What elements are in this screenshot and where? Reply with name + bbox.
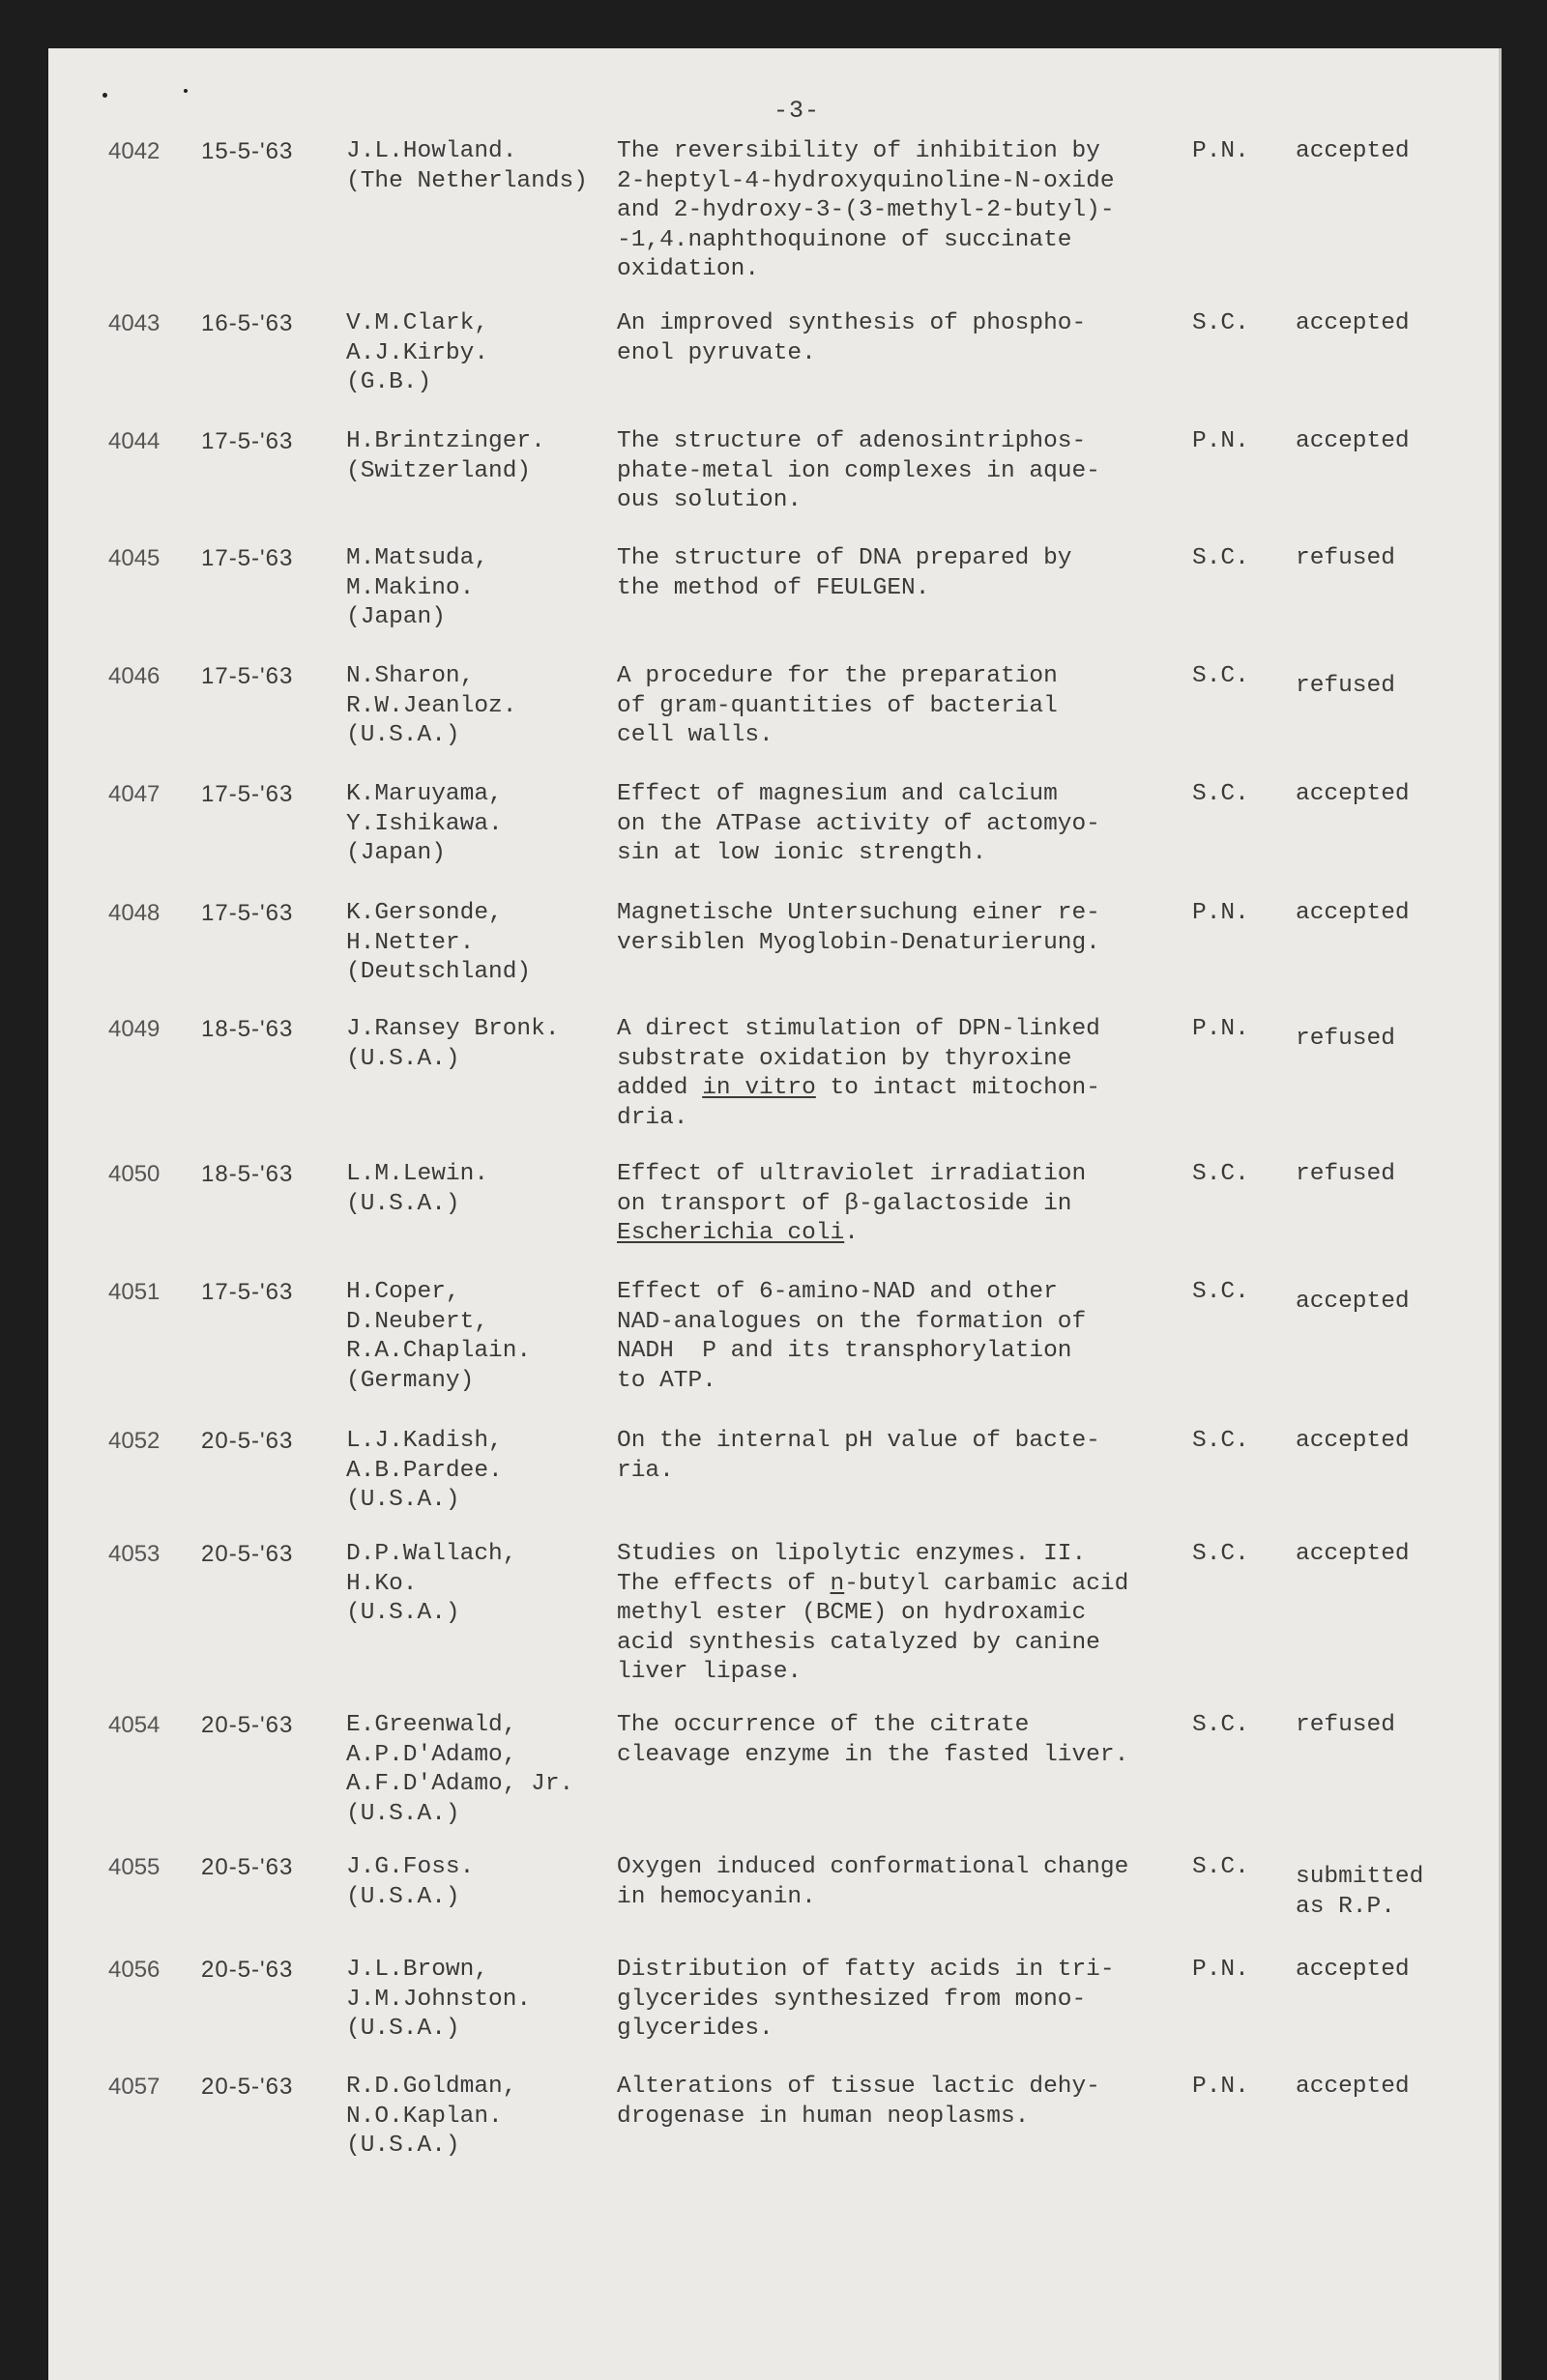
entry-number: 4042: [108, 138, 161, 164]
entry-authors: [346, 899, 531, 988]
entry-date: 20-5-'63: [201, 1541, 294, 1567]
author-line: L.M.Lewin.: [346, 1161, 489, 1187]
entry-title: [617, 780, 1100, 869]
entry-date: 20-5-'63: [201, 1428, 294, 1454]
status-line: refused: [1296, 673, 1395, 699]
entry-status: [1296, 1427, 1410, 1457]
entry-number: 4049: [108, 1016, 161, 1042]
entry-title: [617, 1853, 1128, 1912]
title-line: added in vitro to intact mitochon-: [617, 1075, 1100, 1101]
entry-status: [1296, 1025, 1395, 1055]
speck-mark: [102, 93, 107, 98]
entry-title: [617, 1427, 1100, 1486]
author-line: K.Gersonde,: [346, 900, 503, 926]
title-line: to ATP.: [617, 1367, 716, 1394]
entry-status: [1296, 1540, 1410, 1570]
title-line: acid synthesis catalyzed by canine: [617, 1629, 1100, 1656]
entry-number: 4046: [108, 663, 161, 689]
author-line: (Germany): [346, 1367, 475, 1394]
author-line: H.Brintzinger.: [346, 428, 545, 454]
entry-title: [617, 427, 1100, 516]
page-edge: [1499, 48, 1502, 2380]
entry-authors: [346, 1956, 531, 2045]
title-line: oxidation.: [617, 256, 760, 282]
status-line: as R.P.: [1296, 1893, 1395, 1920]
title-line: Effect of magnesium and calcium: [617, 781, 1058, 807]
entry-number: 4043: [108, 310, 161, 336]
author-line: Y.Ishikawa.: [346, 810, 503, 837]
title-line: The reversibility of inhibition by: [617, 138, 1100, 164]
title-line: The structure of adenosintriphos-: [617, 428, 1087, 454]
author-line: (U.S.A.): [346, 1045, 460, 1072]
author-line: D.Neubert,: [346, 1308, 489, 1335]
title-line: on transport of β-galactoside in: [617, 1190, 1072, 1217]
entry-number: 4053: [108, 1541, 161, 1567]
author-line: A.F.D'Adamo, Jr.: [346, 1771, 574, 1797]
title-line: Alterations of tissue lactic dehy-: [617, 2074, 1100, 2100]
author-line: M.Makino.: [346, 574, 475, 601]
entry-status: [1296, 2073, 1410, 2103]
entry-number: 4044: [108, 428, 161, 454]
title-line: On the internal pH value of bacte-: [617, 1428, 1100, 1454]
author-line: A.B.Pardee.: [346, 1457, 503, 1484]
entry-code: P.N.: [1192, 1016, 1249, 1042]
title-line: phate-metal ion complexes in aque-: [617, 457, 1100, 484]
entry-title: [617, 662, 1058, 751]
author-line: N.Sharon,: [346, 663, 475, 689]
entry-date: 18-5-'63: [201, 1016, 294, 1042]
entry-date: 17-5-'63: [201, 545, 294, 571]
document-page: [48, 48, 1502, 2380]
status-line: accepted: [1296, 1957, 1410, 1983]
entry-status: [1296, 780, 1410, 810]
entry-code: S.C.: [1192, 1428, 1249, 1454]
entry-code: S.C.: [1192, 310, 1249, 336]
entry-status: [1296, 672, 1395, 702]
entry-status: [1296, 1160, 1395, 1190]
author-line: (Switzerland): [346, 457, 532, 484]
title-line: in hemocyanin.: [617, 1883, 816, 1910]
status-line: accepted: [1296, 781, 1410, 807]
title-line: Escherichia coli.: [617, 1220, 859, 1246]
author-line: (U.S.A.): [346, 1190, 460, 1217]
author-line: A.J.Kirby.: [346, 339, 489, 366]
speck-mark: [184, 89, 188, 93]
author-line: (U.S.A.): [346, 1800, 460, 1827]
entry-authors: [346, 137, 588, 196]
entry-date: 17-5-'63: [201, 428, 294, 454]
entry-status: [1296, 1863, 1423, 1922]
title-line: cell walls.: [617, 722, 774, 748]
status-line: refused: [1296, 1712, 1395, 1738]
author-line: R.A.Chaplain.: [346, 1338, 532, 1364]
author-line: (U.S.A.): [346, 2016, 460, 2042]
entry-date: 20-5-'63: [201, 1957, 294, 1983]
entry-code: P.N.: [1192, 900, 1249, 926]
entry-number: 4047: [108, 781, 161, 807]
entry-authors: [346, 1853, 474, 1912]
author-line: (U.S.A.): [346, 722, 460, 748]
author-line: A.P.D'Adamo,: [346, 1741, 517, 1768]
entry-number: 4054: [108, 1712, 161, 1738]
title-line: enol pyruvate.: [617, 339, 816, 366]
author-line: L.J.Kadish,: [346, 1428, 503, 1454]
entry-title: [617, 1956, 1115, 2045]
entry-status: [1296, 1711, 1395, 1741]
title-line: Magnetische Untersuchung einer re-: [617, 900, 1100, 926]
author-line: R.D.Goldman,: [346, 2074, 517, 2100]
entry-code: S.C.: [1192, 545, 1249, 571]
title-line: Effect of 6-amino-NAD and other: [617, 1279, 1058, 1305]
title-line: glycerides synthesized from mono-: [617, 1986, 1087, 2013]
author-line: (U.S.A.): [346, 1487, 460, 1513]
entry-code: S.C.: [1192, 1854, 1249, 1880]
page-number: -3-: [774, 97, 821, 125]
entry-number: 4052: [108, 1428, 161, 1454]
entry-code: S.C.: [1192, 1541, 1249, 1567]
author-line: (Japan): [346, 840, 446, 866]
entry-status: [1296, 544, 1395, 574]
entry-code: S.C.: [1192, 1712, 1249, 1738]
title-line: substrate oxidation by thyroxine: [617, 1045, 1072, 1072]
status-line: accepted: [1296, 310, 1410, 336]
entry-status: [1296, 1288, 1410, 1318]
status-line: accepted: [1296, 2074, 1410, 2100]
entry-code: S.C.: [1192, 663, 1249, 689]
author-line: J.L.Howland.: [346, 138, 517, 164]
entry-title: [617, 544, 1071, 603]
entry-number: 4055: [108, 1854, 161, 1880]
entry-authors: [346, 1278, 531, 1396]
entry-title: [617, 1278, 1086, 1396]
entry-number: 4056: [108, 1957, 161, 1983]
title-line: drogenase in human neoplasms.: [617, 2103, 1030, 2130]
status-line: refused: [1296, 545, 1395, 571]
entry-authors: [346, 1540, 516, 1629]
entry-title: [617, 899, 1100, 958]
entry-status: [1296, 1956, 1410, 1986]
entry-authors: [346, 662, 516, 751]
entry-date: 20-5-'63: [201, 2074, 294, 2100]
status-line: submitted: [1296, 1864, 1424, 1890]
author-line: M.Matsuda,: [346, 545, 489, 571]
entry-code: P.N.: [1192, 428, 1249, 454]
entry-title: [617, 137, 1115, 285]
entry-authors: [346, 780, 503, 869]
title-line: An improved synthesis of phospho-: [617, 310, 1087, 336]
title-line: The occurrence of the citrate: [617, 1712, 1030, 1738]
author-line: V.M.Clark,: [346, 310, 489, 336]
title-line: A procedure for the preparation: [617, 663, 1058, 689]
title-line: liver lipase.: [617, 1659, 803, 1685]
entry-date: 17-5-'63: [201, 900, 294, 926]
entry-date: 20-5-'63: [201, 1854, 294, 1880]
entry-date: 17-5-'63: [201, 663, 294, 689]
entry-date: 17-5-'63: [201, 1279, 294, 1305]
author-line: N.O.Kaplan.: [346, 2103, 503, 2130]
entry-date: 18-5-'63: [201, 1161, 294, 1187]
author-line: (G.B.): [346, 369, 432, 395]
author-line: D.P.Wallach,: [346, 1541, 517, 1567]
author-line: J.Ransey Bronk.: [346, 1016, 560, 1042]
status-line: refused: [1296, 1161, 1395, 1187]
status-line: refused: [1296, 1026, 1395, 1052]
status-line: accepted: [1296, 900, 1410, 926]
title-line: versiblen Myoglobin-Denaturierung.: [617, 929, 1100, 956]
title-line: NAD-analogues on the formation of: [617, 1308, 1087, 1335]
entry-title: [617, 1711, 1128, 1770]
title-line: Studies on lipolytic enzymes. II.: [617, 1541, 1087, 1567]
title-line: sin at low ionic strength.: [617, 840, 987, 866]
title-line: on the ATPase activity of actomyo-: [617, 810, 1100, 837]
title-line: NADH P and its transphorylation: [617, 1338, 1072, 1364]
title-line: Effect of ultraviolet irradiation: [617, 1161, 1087, 1187]
entry-date: 17-5-'63: [201, 781, 294, 807]
title-line: of gram-quantities of bacterial: [617, 692, 1058, 719]
title-line: The effects of n-butyl carbamic acid: [617, 1570, 1129, 1597]
title-line: glycerides.: [617, 2016, 774, 2042]
title-line: -1,4.naphthoquinone of succinate: [617, 226, 1072, 253]
author-line: J.M.Johnston.: [346, 1986, 532, 2013]
entry-title: [617, 1160, 1086, 1249]
title-line: cleavage enzyme in the fasted liver.: [617, 1741, 1129, 1768]
title-line: ous solution.: [617, 487, 803, 513]
entry-number: 4050: [108, 1161, 161, 1187]
entry-authors: [346, 309, 488, 398]
title-line: The structure of DNA prepared by: [617, 545, 1072, 571]
entry-authors: [346, 1427, 503, 1516]
status-line: accepted: [1296, 1541, 1410, 1567]
author-line: R.W.Jeanloz.: [346, 692, 517, 719]
author-line: K.Maruyama,: [346, 781, 503, 807]
title-line: Distribution of fatty acids in tri-: [617, 1957, 1115, 1983]
status-line: accepted: [1296, 1289, 1410, 1315]
status-line: accepted: [1296, 1428, 1410, 1454]
title-line: methyl ester (BCME) on hydroxamic: [617, 1600, 1087, 1626]
entry-date: 15-5-'63: [201, 138, 294, 164]
entry-code: P.N.: [1192, 2074, 1249, 2100]
entry-number: 4057: [108, 2074, 161, 2100]
author-line: H.Coper,: [346, 1279, 460, 1305]
entry-authors: [346, 1160, 488, 1219]
title-line: A direct stimulation of DPN-linked: [617, 1016, 1100, 1042]
entry-authors: [346, 544, 488, 633]
entry-number: 4045: [108, 545, 161, 571]
author-line: (Deutschland): [346, 959, 532, 985]
title-line: Oxygen induced conformational change: [617, 1854, 1129, 1880]
author-line: (The Netherlands): [346, 167, 588, 194]
entry-status: [1296, 899, 1410, 929]
status-line: accepted: [1296, 138, 1410, 164]
title-line: the method of FEULGEN.: [617, 574, 930, 601]
status-line: accepted: [1296, 428, 1410, 454]
entry-status: [1296, 137, 1410, 167]
author-line: (Japan): [346, 604, 446, 630]
entry-date: 20-5-'63: [201, 1712, 294, 1738]
author-line: J.G.Foss.: [346, 1854, 475, 1880]
entry-title: [617, 1015, 1100, 1133]
entry-number: 4051: [108, 1279, 161, 1305]
entry-title: [617, 2073, 1100, 2132]
entry-code: S.C.: [1192, 781, 1249, 807]
title-line: 2-heptyl-4-hydroxyquinoline-N-oxide: [617, 167, 1115, 194]
entry-title: [617, 1540, 1128, 1688]
author-line: H.Netter.: [346, 929, 475, 956]
entry-number: 4048: [108, 900, 161, 926]
entry-code: P.N.: [1192, 138, 1249, 164]
author-line: (U.S.A.): [346, 1600, 460, 1626]
author-line: J.L.Brown,: [346, 1957, 489, 1983]
entry-authors: [346, 1015, 560, 1074]
author-line: E.Greenwald,: [346, 1712, 517, 1738]
entry-status: [1296, 427, 1410, 457]
title-line: ria.: [617, 1457, 674, 1484]
entry-title: [617, 309, 1086, 368]
entry-code: S.C.: [1192, 1279, 1249, 1305]
entry-code: P.N.: [1192, 1957, 1249, 1983]
entry-date: 16-5-'63: [201, 310, 294, 336]
entry-code: S.C.: [1192, 1161, 1249, 1187]
entry-authors: [346, 1711, 573, 1829]
author-line: H.Ko.: [346, 1570, 418, 1597]
author-line: (U.S.A.): [346, 1883, 460, 1910]
author-line: (U.S.A.): [346, 2133, 460, 2159]
entry-authors: [346, 2073, 516, 2162]
entry-status: [1296, 309, 1410, 339]
title-line: and 2-hydroxy-3-(3-methyl-2-butyl)-: [617, 197, 1115, 223]
entry-authors: [346, 427, 545, 486]
title-line: dria.: [617, 1104, 688, 1131]
